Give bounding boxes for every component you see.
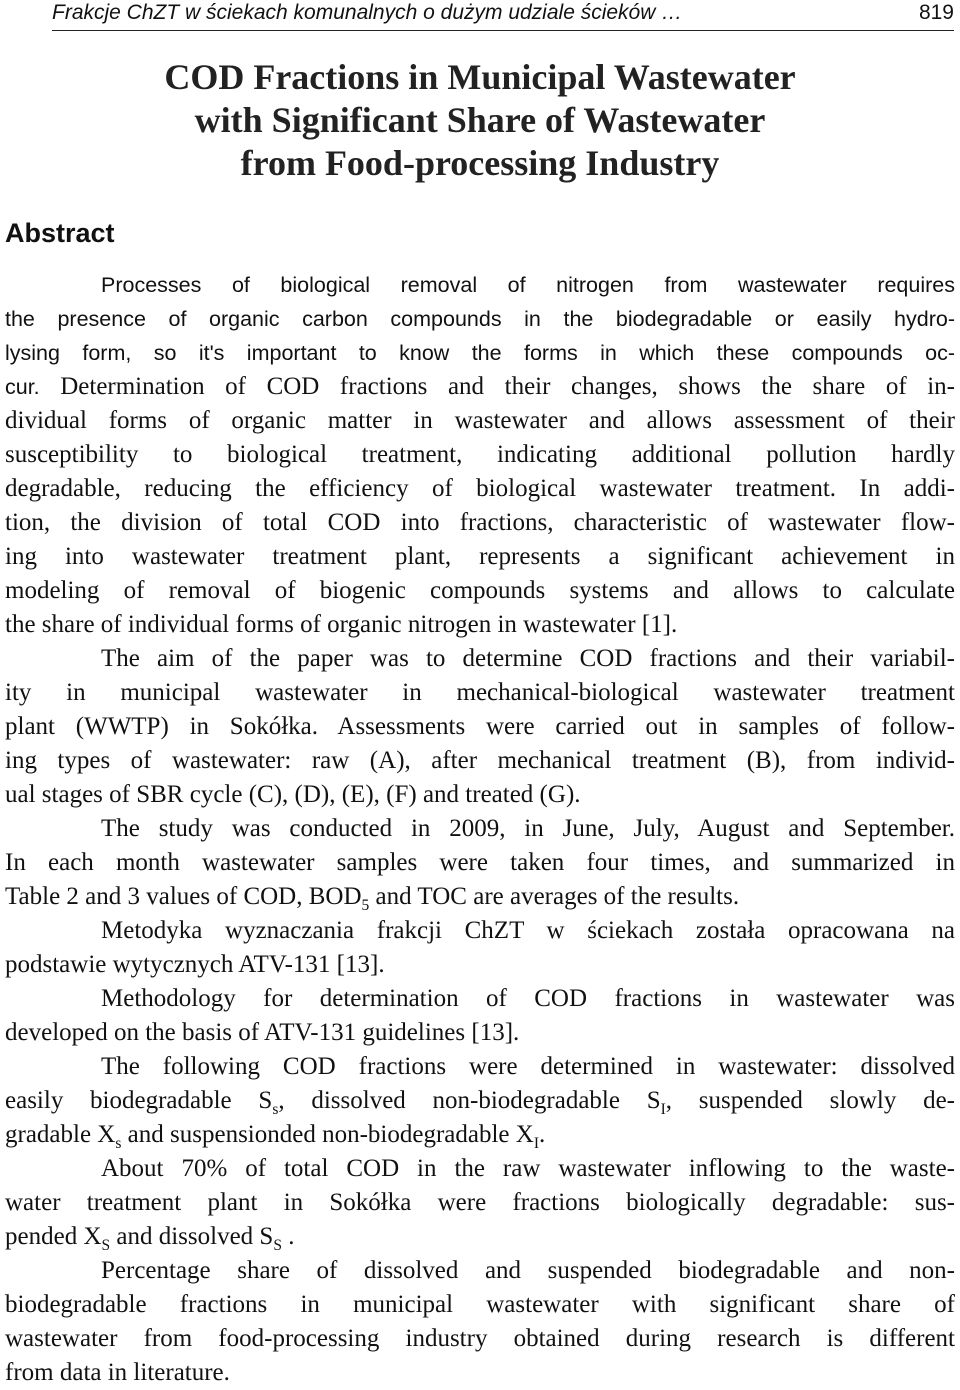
- text-line: The aim of the paper was to determine COD fractions and their variabil-: [101, 645, 955, 672]
- text-line: susceptibility to biological treatment, indicating additional pollution hardly: [5, 441, 955, 468]
- text-fragment: Table 2 and 3 values of COD, BOD: [5, 883, 362, 910]
- abstract-heading: Abstract: [5, 218, 115, 248]
- text-fragment: and dissolved S: [110, 1223, 274, 1250]
- text-line: The study was conducted in 2009, in June, July, August and September.: [101, 815, 955, 842]
- text-line: The following COD fractions were determined in wastewater: dissolved: [101, 1053, 955, 1080]
- text-line: [5, 1220, 955, 1254]
- subscript: S: [273, 1237, 282, 1254]
- text-line: ity in municipal wastewater in mechanical-biological wastewater treatment: [5, 679, 955, 706]
- subscript: S: [101, 1237, 111, 1254]
- text-fragment: Determination of COD fractions and their changes, shows the share of in-: [39, 373, 955, 400]
- subscript: I: [533, 1135, 539, 1152]
- title-line: from Food-processing Industry: [240, 143, 720, 183]
- page-number: 819: [918, 1, 954, 24]
- text-line: ing into wastewater treatment plant, represents a significant achievement in: [5, 543, 955, 570]
- text-line: Percentage share of dissolved and suspended biodegradable and non-: [101, 1257, 955, 1284]
- text-fragment: pended X: [5, 1223, 102, 1250]
- text-fragment: easily biodegradable S: [5, 1087, 273, 1114]
- paper-title: [0, 56, 960, 185]
- subscript: s: [115, 1135, 122, 1152]
- text-line: water treatment plant in Sokółka were fractions biologically degradable: sus-: [5, 1189, 955, 1216]
- text-line: the share of individual forms of organic nitrogen in wastewater [1].: [5, 611, 678, 638]
- text-line: plant (WWTP) in Sokółka. Assessments were carried out in samples of follow-: [5, 713, 955, 740]
- text-line: [5, 1118, 955, 1152]
- text-line: from data in literature.: [5, 1359, 230, 1386]
- text-fragment: and suspensionded non-biodegradable X: [121, 1121, 534, 1148]
- text-fragment: .: [539, 1121, 546, 1148]
- text-line: dividual forms of organic matter in wastewater and allows assessment of their: [5, 407, 955, 434]
- text-line: biodegradable fractions in municipal wastewater with significant share of: [5, 1291, 955, 1318]
- text-line: tion, the division of total COD into fractions, characteristic of wastewater flow-: [5, 509, 955, 536]
- text-fragment: cur.: [5, 375, 40, 399]
- text-line: wastewater from food-processing industry obtained during research is different: [5, 1325, 955, 1352]
- text-line: podstawie wytycznych ATV-131 [13].: [5, 951, 385, 978]
- abstract-body: [5, 370, 955, 1390]
- text-fragment: gradable X: [5, 1121, 116, 1148]
- abstract-sans-paragraph: [5, 268, 955, 370]
- running-head-title: Frakcje ChZT w ściekach komunalnych o dużym udziale ścieków …: [52, 1, 683, 24]
- text-line: Methodology for determination of COD fractions in wastewater was: [101, 985, 955, 1012]
- text-line: [5, 370, 955, 404]
- subscript: 5: [361, 897, 370, 914]
- text-line: Processes of biological removal of nitrogen from wastewater requires: [101, 273, 955, 297]
- text-line: [5, 880, 955, 914]
- text-line: About 70% of total COD in the raw wastewater inflowing to the waste-: [101, 1155, 955, 1182]
- text-line: In each month wastewater samples were taken four times, and summarized in: [5, 849, 955, 876]
- title-line: with Significant Share of Wastewater: [194, 100, 766, 140]
- subscript: s: [272, 1101, 279, 1118]
- text-fragment: , dissolved non-biodegradable S: [278, 1087, 661, 1114]
- text-fragment: .: [281, 1223, 295, 1250]
- text-line: ing types of wastewater: raw (A), after mechanical treatment (B), from individ-: [5, 747, 955, 774]
- text-line: [5, 1084, 955, 1118]
- text-fragment: , suspended slowly de-: [665, 1087, 955, 1114]
- text-line: degradable, reducing the efficiency of biological wastewater treatment. In addi-: [5, 475, 955, 502]
- running-head: [52, 0, 954, 31]
- subscript: I: [660, 1101, 666, 1118]
- text-line: Metodyka wyznaczania frakcji ChZT w ściekach została opracowana na: [101, 917, 955, 944]
- text-line: modeling of removal of biogenic compounds systems and allows to calculate: [5, 577, 955, 604]
- text-fragment: and TOC are averages of the results.: [369, 883, 740, 910]
- text-line: the presence of organic carbon compounds in the biodegradable or easily hydro-: [5, 307, 955, 331]
- title-line: COD Fractions in Municipal Wastewater: [164, 57, 796, 97]
- text-line: developed on the basis of ATV-131 guidelines [13].: [5, 1019, 520, 1046]
- text-line: ual stages of SBR cycle (C), (D), (E), (F) and treated (G).: [5, 781, 581, 808]
- text-line: lysing form, so it's important to know the forms in which these compounds oc-: [5, 341, 955, 365]
